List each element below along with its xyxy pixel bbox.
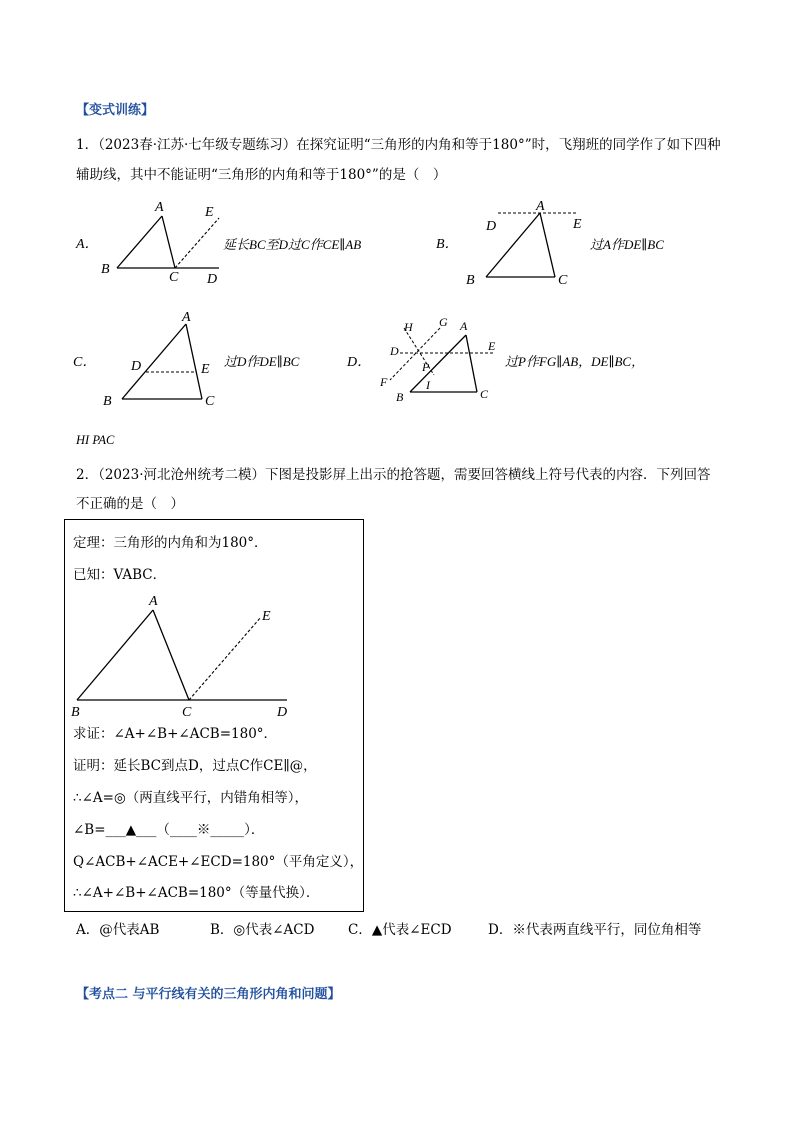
- proof-line-4: Q∠ACB+∠ACE+∠ECD=180°（平角定义），: [73, 854, 364, 870]
- point-f: F: [380, 375, 388, 389]
- point-d: D: [486, 219, 497, 234]
- q1-option-c-figure: [98, 306, 228, 412]
- point-d: D: [207, 272, 218, 287]
- point-e: E: [262, 609, 271, 624]
- q2-option-b: B．◎代表∠ACD: [210, 922, 315, 938]
- q2-option-a: A．@代表AB: [76, 922, 160, 938]
- proof-line-1: 证明：延长BC到点D，过点C作CE∥@，: [73, 758, 317, 774]
- section-heading-variant-training: 【变式训练】: [76, 103, 155, 118]
- q2-stem-line2: 不正确的是（ ）: [76, 496, 184, 512]
- q1-option-d-desc: 过P作FG∥AB，DE∥BC，: [505, 354, 645, 369]
- point-b: B: [103, 394, 112, 409]
- q1-stem-line1: 1．（2023春·江苏·七年级专题练习）在探究证明“三角形的内角和等于180°”时，飞翔班的同学作了如下四种: [76, 137, 721, 153]
- q1-option-c-desc: 过D作DE∥BC: [224, 354, 300, 369]
- theorem-text: 定理：三角形的内角和为180°．: [73, 535, 268, 551]
- point-i: I: [426, 378, 430, 392]
- q2-option-c: C．▲代表∠ECD: [348, 922, 452, 938]
- q1-option-d-desc-continued: HI PAC: [76, 433, 115, 447]
- point-d: D: [390, 344, 399, 358]
- q2-stem-line1: 2．（2023·河北沧州统考二模）下图是投影屏上出示的抢答题，需要回答横线上符号代表的内容．下列回答: [76, 467, 711, 483]
- q1-option-b-figure: [462, 198, 592, 290]
- q1-option-c-label: C．: [73, 355, 97, 370]
- point-a: A: [149, 594, 158, 609]
- q1-option-b-label: B．: [436, 237, 459, 252]
- q1-option-b-desc: 过A作DE∥BC: [590, 237, 664, 252]
- q1-option-d-figure: [374, 308, 510, 404]
- point-b: B: [396, 390, 404, 404]
- q1-option-d-label: D．: [347, 355, 372, 370]
- point-p: P: [422, 360, 430, 374]
- point-c: C: [205, 394, 215, 409]
- q2-triangle-figure: [69, 590, 299, 720]
- point-d: D: [131, 359, 142, 374]
- prove-text: 求证：∠A+∠B+∠ACB=180°．: [73, 726, 278, 742]
- point-d: D: [277, 705, 288, 720]
- proof-line-2: ∴∠A=◎（两直线平行，内错角相等），: [73, 790, 308, 806]
- q1-option-a-label: A．: [76, 237, 99, 252]
- point-b: B: [101, 262, 110, 277]
- point-c: C: [182, 705, 192, 720]
- q1-stem-line2: 辅助线，其中不能证明“三角形的内角和等于180°”的是（ ）: [76, 167, 447, 183]
- q2-projection-box: [64, 519, 364, 912]
- section-heading-topic-two: 【考点二 与平行线有关的三角形内角和问题】: [76, 987, 341, 1002]
- proof-line-3: ∠B=___▲___（____※_____）．: [73, 822, 265, 838]
- point-g: G: [439, 315, 448, 329]
- given-text: 已知：VABC．: [73, 567, 167, 583]
- point-a: A: [460, 319, 468, 333]
- point-a: A: [536, 199, 545, 214]
- point-a: A: [155, 200, 164, 215]
- point-a: A: [182, 310, 191, 325]
- q1-option-a-figure: [95, 198, 235, 290]
- point-b: B: [71, 705, 80, 720]
- q2-option-d: D．※代表两直线平行，同位角相等: [488, 922, 702, 938]
- point-c: C: [169, 270, 179, 285]
- point-c: C: [480, 387, 489, 401]
- point-e: E: [201, 362, 210, 377]
- point-e: E: [488, 339, 496, 353]
- point-h: H: [404, 320, 413, 334]
- point-c: C: [558, 273, 568, 288]
- point-e: E: [205, 205, 214, 220]
- proof-line-5: ∴∠A+∠B+∠ACB=180°（等量代换）．: [73, 885, 320, 901]
- point-e: E: [573, 217, 582, 232]
- point-b: B: [466, 273, 475, 288]
- q1-option-a-desc: 延长BC至D过C作CE∥AB: [223, 237, 362, 252]
